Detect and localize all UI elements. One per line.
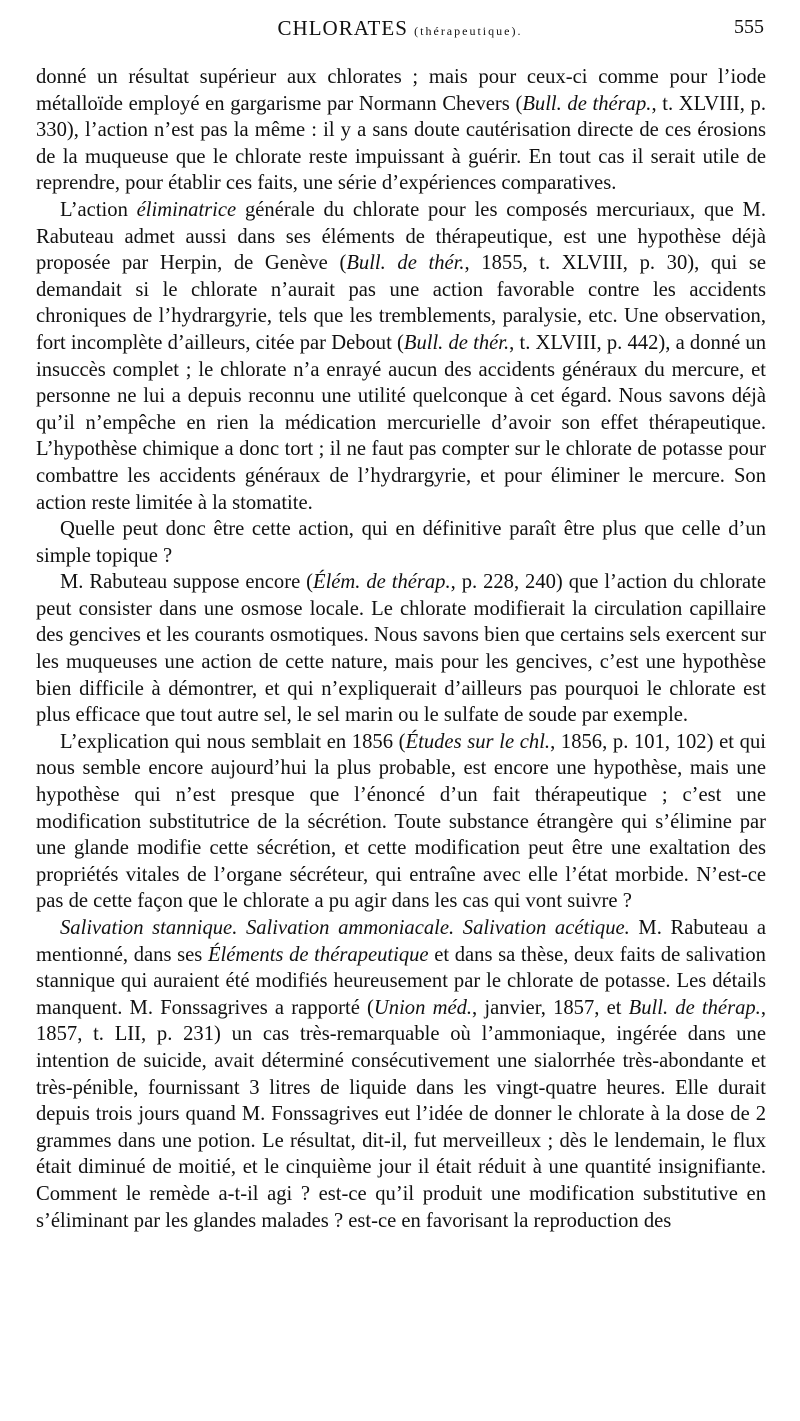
italic-run: Éléments de thérapeutique	[207, 943, 429, 966]
chapter-title: CHLORATES	[277, 16, 408, 40]
paragraph-p2	[36, 197, 766, 516]
text-run: Quelle peut donc être cette action, qui en définitive paraît être plus que celle d’un simple topique ?	[36, 518, 766, 567]
italic-run: Union méd.	[373, 996, 473, 1019]
italic-run: Bull. de thér.	[403, 331, 510, 354]
text-run: , 1856, p. 101, 102) et qui nous semble encore aujourd’hui la plus probable, est encore une hypothèse, mais une hypothèse qui n’est presque que l’énoncé d’un fait thérapeutique ; c’est une modification substitutrice de la sécrétion. Toute substance étrangère qui s’élimine par une glande modifie cette sécrétion, et cette modification peut être une exaltation des propriétés vitales de l’organe sécréteur, qui entraîne avec elle l’état morbide. N’est-ce pas de cette façon que le chlorate a pu agir dans les cas qui vont suivre ?	[36, 730, 766, 913]
text-run: , t. XLVIII, p. 330), l’action n’est pas la même : il y a sans doute cautérisation directe de ces érosions de la muqueuse que le chlorate reste impuissant à guérir. En tout cas il serait utile de reprendre, pour établir ces faits, une série d’expériences comparatives.	[36, 92, 766, 195]
text-run: , p. 228, 240) que l’action du chlorate peut consister dans une osmose locale. Le chlorate modifierait la circulation capillaire des gencives et les courants osmotiques. Nous savons bien que certains sels exercent sur les muqueuses une action de cette nature, mais pour les gencives, c’est une hypothèse bien difficile à démontrer, et qui n’expliquerait d’ailleurs pas pourquoi le chlorate est plus efficace que tout autre sel, le sel marin ou le sulfate de soude par exemple.	[36, 571, 766, 727]
italic-run: Bull. de thérap.	[628, 996, 761, 1019]
text-run: L’action	[60, 198, 137, 221]
text-run: , janvier, 1857, et	[472, 996, 629, 1019]
running-head	[36, 14, 764, 44]
text-run: générale du chlorate pour les composés mercuriaux, que M. Rabuteau admet aussi dans ses éléments de thérapeutique, est une hypothèse déjà proposée par Herpin, de Genève (	[36, 198, 767, 275]
italic-run: Élém. de thérap.	[312, 571, 451, 594]
paragraph-p4	[36, 569, 766, 729]
paragraph-p1	[36, 64, 766, 197]
page-number: 555	[734, 16, 764, 38]
paragraph-p6	[36, 915, 766, 1234]
text-run: , 1857, t. LII, p. 231) un cas très-remarquable où l’ammoniaque, ingérée dans une intention de suicide, avait déterminé consécutivement une sialorrhée très-abondante et très-pénible, fournissant 3 litres de liquide dans les vingt-quatre heures. Elle durait depuis trois jours quand M. Fonssagrives eut l’idée de donner le chlorate à la dose de 2 grammes dans une potion. Le résultat, dit-il, fut merveilleux ; dès le lendemain, le flux était diminué de moitié, et le cinquième jour il était réduit à une quantité insignifiante. Comment le remède a-t-il agi ? est-ce qu’il produit une modification substitutive en s’éliminant par les glandes malades ? est-ce en favorisant la reproduction des	[36, 996, 766, 1232]
italic-run: éliminatrice	[136, 198, 237, 221]
running-title	[36, 16, 764, 41]
paragraph-p3	[36, 516, 766, 569]
italic-run: Bull. de thér.	[346, 252, 465, 275]
paragraph-p5	[36, 729, 766, 915]
text-run: M. Rabuteau a mentionné, dans ses	[36, 917, 766, 966]
text-run: M. Rabuteau suppose encore (	[60, 571, 313, 594]
text-run: , t. XLVIII, p. 442), a donné un insuccès complet ; le chlorate n’a enrayé aucun des accidents généraux du mercure, et personne ne lui a depuis reconnu une utilité quelconque à cet égard. Nous savons déjà qu’il n’empêche en rien la médication mercurielle d’avoir son effet thérapeutique. L’hypothèse chimique a donc tort ; il ne faut pas compter sur le chlorate de potasse pour combattre les accidents généraux de l’hydrargyrie, et pour éliminer le mercure. Son action reste limitée à la stomatite.	[36, 331, 766, 514]
text-run: donné un résultat supérieur aux chlorates ; mais pour ceux-ci comme pour l’iode métalloïde employé en gargarisme par Normann Chevers (	[36, 66, 766, 115]
italic-run: Salivation stannique. Salivation ammoniacale. Salivation acétique.	[60, 917, 630, 939]
italic-run: Bull. de thérap.	[522, 92, 652, 115]
chapter-subtitle: (thérapeutique).	[414, 24, 523, 38]
text-run: , 1855, t. XLVIII, p. 30), qui se demandait si le chlorate n’aurait pas une action favorable contre les accidents chroniques de l’hydrargyrie, tels que les tremblements, paralysie, etc. Une observation, fort incomplète d’ailleurs, citée par Debout (	[36, 252, 766, 354]
italic-run: Études sur le chl.	[405, 730, 551, 753]
body-text	[36, 64, 766, 1234]
text-run: et dans sa thèse, deux faits de salivation stannique qui auraient été modifiés heureusement par le chlorate de potasse. Les détails manquent. M. Fonssagrives a rapporté (	[36, 943, 766, 1019]
text-run: L’explication qui nous semblait en 1856 (	[60, 730, 406, 753]
